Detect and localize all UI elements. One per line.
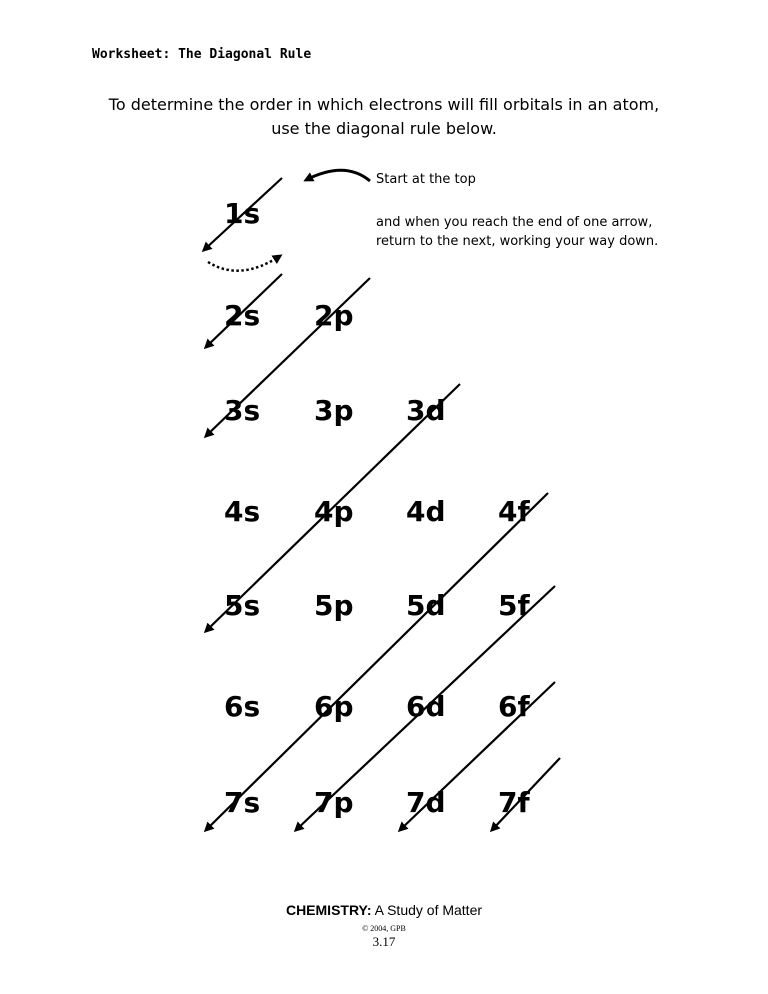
orbital-label-5p: 5p bbox=[314, 589, 354, 622]
orbital-label-4p: 4p bbox=[314, 495, 354, 528]
orbital-labels bbox=[224, 197, 530, 819]
orbital-label-7f: 7f bbox=[498, 786, 530, 819]
orbital-label-4s: 4s bbox=[224, 495, 261, 528]
orbital-label-6d: 6d bbox=[406, 690, 446, 723]
orbital-label-2s: 2s bbox=[224, 299, 261, 332]
orbital-label-3p: 3p bbox=[314, 394, 354, 427]
intro-line-1: To determine the order in which electrons will fill orbitals in an atom, bbox=[108, 95, 660, 114]
continue-note-line-1: and when you reach the end of one arrow, bbox=[376, 215, 653, 230]
orbital-label-7d: 7d bbox=[406, 786, 446, 819]
page-number: 3.17 bbox=[372, 934, 396, 949]
orbital-label-3d: 3d bbox=[406, 394, 446, 427]
orbital-label-7s: 7s bbox=[224, 786, 261, 819]
book-title-rest: A Study of Matter bbox=[371, 902, 483, 918]
book-title bbox=[0, 902, 768, 918]
orbital-label-4f: 4f bbox=[498, 495, 530, 528]
continue-note-line-2: return to the next, working your way down. bbox=[376, 234, 659, 249]
copyright: © 2004, GPB bbox=[362, 924, 406, 933]
return-dotted-arrow bbox=[208, 256, 280, 271]
orbital-label-5s: 5s bbox=[224, 589, 261, 622]
book-title-bold: CHEMISTRY: bbox=[285, 902, 372, 918]
start-note: Start at the top bbox=[376, 172, 476, 187]
worksheet-title: Worksheet: The Diagonal Rule bbox=[92, 47, 312, 62]
orbital-label-6s: 6s bbox=[224, 690, 261, 723]
orbital-label-1s: 1s bbox=[224, 197, 261, 230]
orbital-label-6p: 6p bbox=[314, 690, 354, 723]
start-pointer-arrow bbox=[306, 170, 370, 181]
orbital-label-4d: 4d bbox=[406, 495, 446, 528]
diagonal-arrow-5 bbox=[206, 493, 548, 830]
orbital-label-2p: 2p bbox=[314, 299, 354, 332]
orbital-label-7p: 7p bbox=[314, 786, 354, 819]
orbital-label-3s: 3s bbox=[224, 394, 261, 427]
orbital-label-5f: 5f bbox=[498, 589, 530, 622]
orbital-label-5d: 5d bbox=[406, 589, 446, 622]
orbital-label-6f: 6f bbox=[498, 690, 530, 723]
intro-line-2: use the diagonal rule below. bbox=[271, 119, 497, 138]
